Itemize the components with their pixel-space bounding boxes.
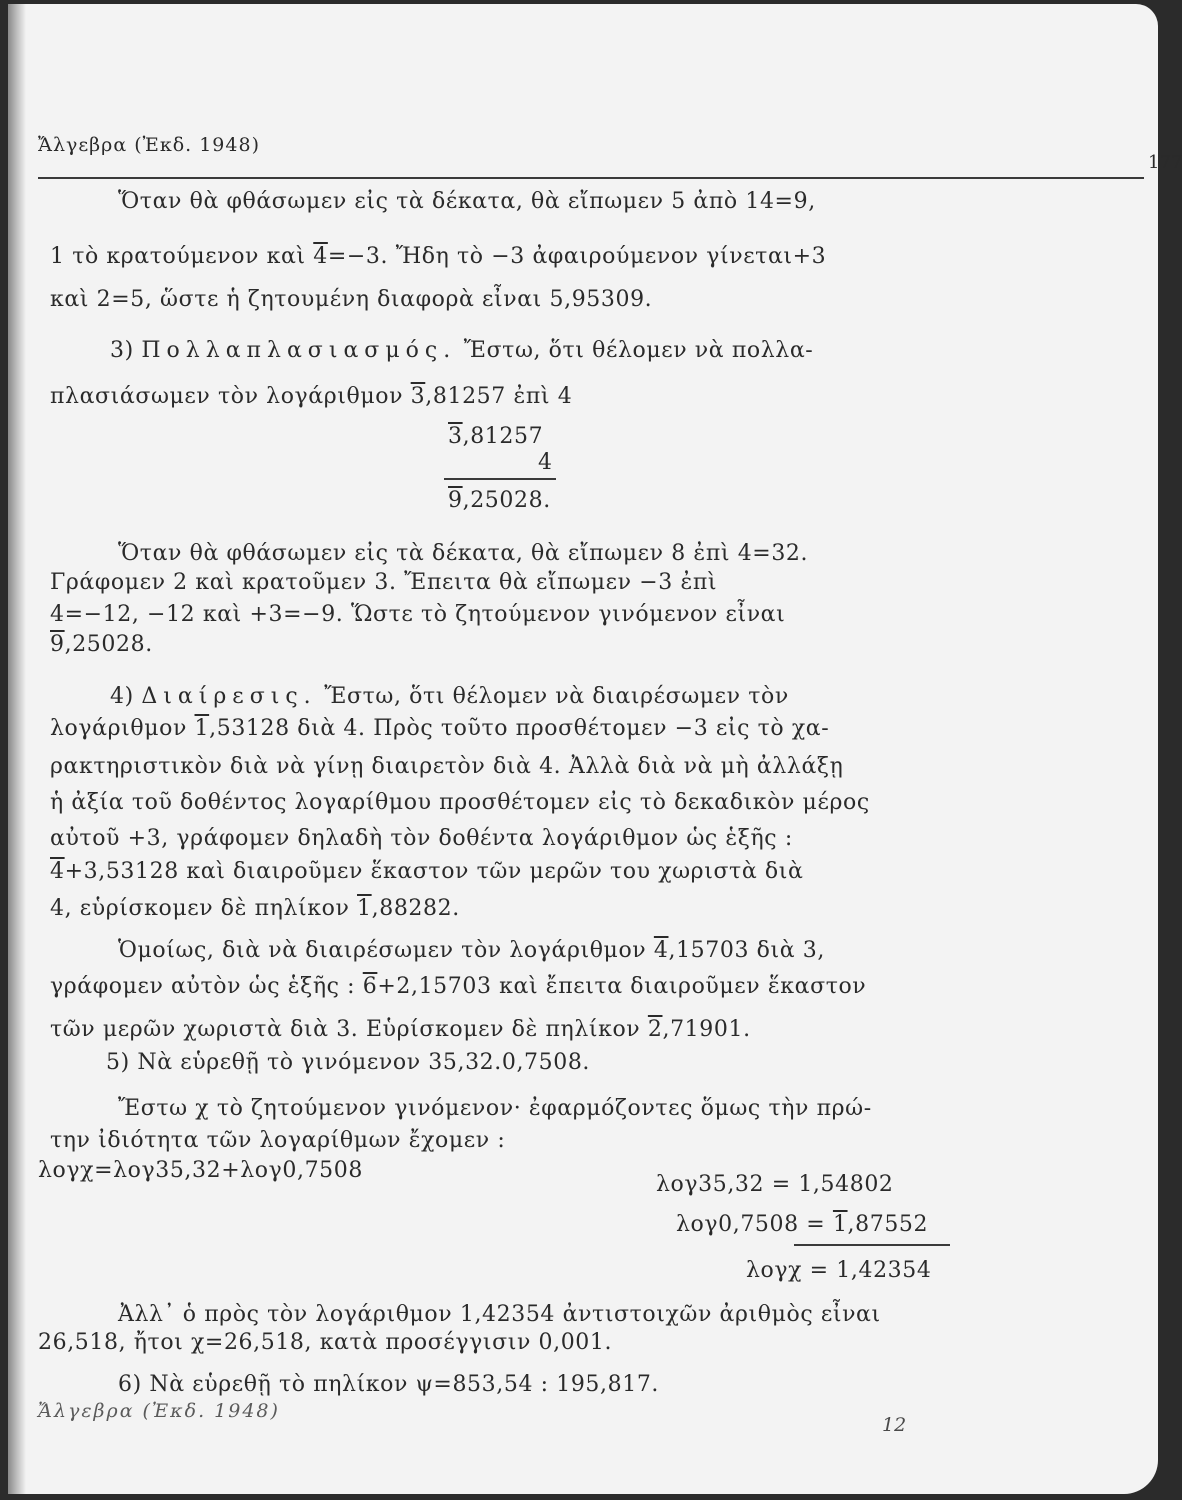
text-line: 4, εὑρίσκομεν δὲ πηλίκον 1,88282. <box>50 896 460 921</box>
header-rule <box>38 177 1144 179</box>
section-heading: 3) Πολλαπλασιασμός. Ἔστω, ὅτι θέλομεν νὰ πολλα- <box>110 338 814 363</box>
calculation-operand: 3,81257 <box>448 424 544 449</box>
calculation-line: λογ0,7508 = 1,87552 <box>676 1212 929 1237</box>
text-line: Ἔστω χ τὸ ζητούμενον γινόμενον· ἐφαρμόζοντες ὅμως τὴν πρώ- <box>118 1096 872 1121</box>
text-line: την ἰδιότητα τῶν λογαρίθμων ἔχομεν : <box>50 1128 506 1153</box>
text-line: Ὅταν θὰ φθάσωμεν εἰς τὰ δέκατα, θὰ εἴπωμεν 5 ἀπὸ 14=9, <box>118 189 816 214</box>
text-line: 26,518, ἤτοι χ=26,518, κατὰ προσέγγισιν 0,001. <box>38 1330 613 1355</box>
text-line: καὶ 2=5, ὥστε ἡ ζητουμένη διαφορὰ εἶναι 5,95309. <box>50 287 653 312</box>
text-line: Ἀλλ᾽ ὁ πρὸς τὸν λογάριθμον 1,42354 ἀντιστοιχῶν ἀριθμὸς εἶναι <box>118 1302 881 1327</box>
text-line: λογάριθμον 1,53128 διὰ 4. Πρὸς τοῦτο προσθέτομεν −3 εἰς τὸ χα- <box>50 716 830 741</box>
text-line: 5) Νὰ εὑρεθῇ τὸ γινόμενον 35,32.0,7508. <box>106 1050 591 1075</box>
page-edge-shadow <box>8 4 26 1494</box>
calculation-line: λογχ = 1,42354 <box>746 1258 932 1283</box>
text-line: τῶν μερῶν χωριστὰ διὰ 3. Εὑρίσκομεν δὲ πηλίκον 2,71901. <box>50 1017 751 1042</box>
calculation-line: λογ35,32 = 1,54802 <box>656 1172 894 1197</box>
text-line: Ὁμοίως, διὰ νὰ διαιρέσωμεν τὸν λογάριθμον 4,15703 διὰ 3, <box>118 938 825 963</box>
book-page <box>8 4 1182 1494</box>
calculation-rule <box>444 478 556 480</box>
running-title: Ἄλγεβρα (Ἐκδ. 1948) <box>38 134 260 156</box>
calculation-rule <box>794 1244 950 1246</box>
text-line: ρακτηριστικὸν διὰ νὰ γίνῃ διαιρετὸν διὰ 4. Ἀλλὰ διὰ νὰ μὴ ἀλλάξῃ <box>50 754 844 779</box>
section-title: Πολλαπλασιασμός. <box>141 338 457 363</box>
text-line: 9,25028. <box>50 632 153 657</box>
text-line: Γράφομεν 2 καὶ κρατοῦμεν 3. Ἔπειτα θὰ εἴπωμεν −3 ἐπὶ <box>50 570 718 595</box>
text-line: ἡ ἀξία τοῦ δοθέντος λογαρίθμου προσθέτομεν εἰς τὸ δεκαδικὸν μέρος <box>50 790 870 815</box>
text-line: λογχ=λογ35,32+λογ0,7508 <box>38 1158 363 1183</box>
text-line: 4+3,53128 καὶ διαιροῦμεν ἕκαστον τῶν μερῶν του χωριστὰ διὰ <box>50 859 804 884</box>
text-line: 4=−12, −12 καὶ +3=−9. Ὥστε τὸ ζητούμενον γινόμενον εἶναι <box>50 602 786 627</box>
text-line: πλασιάσωμεν τὸν λογάριθμον 3,81257 ἐπὶ 4 <box>50 384 573 409</box>
text-line: 6) Νὰ εὑρεθῇ τὸ πηλίκον ψ=853,54 : 195,817. <box>118 1372 660 1397</box>
text-line: 1 τὸ κρατούμενον καὶ 4=−3. Ἤδη τὸ −3 ἀφαιρούμενον γίνεται+3 <box>50 244 827 269</box>
calculation-result: 9,25028. <box>448 488 551 513</box>
printer-signature: Ἄλγεβρα (Ἐκδ. 1948) <box>38 1400 280 1422</box>
section-title: Διαίρεσις. <box>141 684 317 709</box>
section-heading: 4) Διαίρεσις. Ἔστω, ὅτι θέλομεν νὰ διαιρέσωμεν τὸν <box>110 684 789 709</box>
text-line: Ὅταν θὰ φθάσωμεν εἰς τὰ δέκατα, θὰ εἴπωμεν 8 ἐπὶ 4=32. <box>118 541 809 566</box>
calculation-multiplier: 4 <box>538 450 553 475</box>
text-line: αὐτοῦ +3, γράφομεν δηλαδὴ τὸν δοθέντα λογάριθμον ὡς ἑξῆς : <box>50 826 793 851</box>
text-line: γράφομεν αὐτὸν ὡς ἑξῆς : 6+2,15703 καὶ ἔπειτα διαιροῦμεν ἕκαστον <box>50 974 867 999</box>
page-number: 177 <box>1148 152 1182 173</box>
sheet-number: 12 <box>882 1414 907 1436</box>
